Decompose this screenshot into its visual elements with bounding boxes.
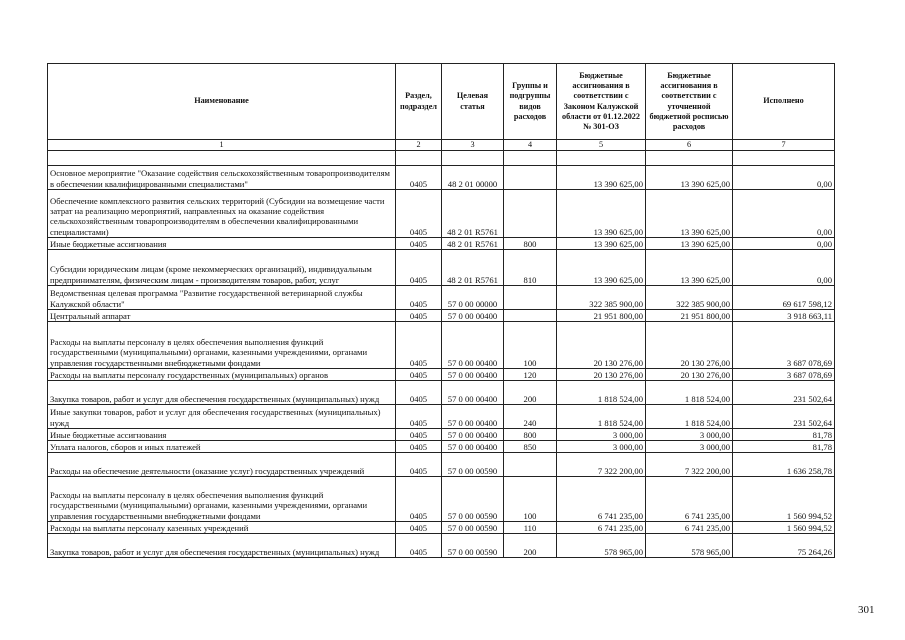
row-name-cell: Закупка товаров, работ и услуг для обеспечения государственных (муниципальных) нужд — [48, 381, 396, 405]
table-row — [48, 522, 835, 534]
row-group-cell: 200 — [504, 381, 557, 405]
row-section-cell: 0405 — [396, 322, 442, 369]
row-executed-amount-cell: 81,78 — [733, 441, 835, 453]
row-name-cell: Расходы на обеспечение деятельности (оказание услуг) государственных учреждений — [48, 453, 396, 477]
table-row — [48, 310, 835, 322]
header-law: Бюджетные ассигнования в соответствии с Законом Калужской области от 01.12.2022 № 301-ОЗ — [557, 64, 646, 140]
row-refined-amount-cell: 20 130 276,00 — [646, 369, 733, 381]
row-section-cell: 0405 — [396, 477, 442, 522]
table-row — [48, 441, 835, 453]
row-section-cell: 0405 — [396, 369, 442, 381]
row-section-cell: 0405 — [396, 429, 442, 441]
header-executed: Исполнено — [733, 64, 835, 140]
row-executed-amount-cell: 0,00 — [733, 190, 835, 238]
row-name-cell: Обеспечение комплексного развития сельских территорий (Субсидии на возмещение части затрат на реализацию мероприятий, направленных на оказание содействия сельскохозяйственным товаропроизводителям в обеспечении квалифицированными специалистами) — [48, 190, 396, 238]
table-row — [48, 429, 835, 441]
row-section-cell: 0405 — [396, 238, 442, 250]
row-group-cell — [504, 453, 557, 477]
row-group-cell — [504, 166, 557, 190]
row-law-amount-cell: 3 000,00 — [557, 429, 646, 441]
row-target-cell: 48 2 01 00000 — [442, 166, 504, 190]
row-group-cell: 810 — [504, 250, 557, 286]
table-row — [48, 322, 835, 369]
row-law-amount-cell: 6 741 235,00 — [557, 522, 646, 534]
row-executed-amount-cell: 0,00 — [733, 166, 835, 190]
row-executed-amount-cell: 3 687 078,69 — [733, 322, 835, 369]
row-law-amount-cell: 1 818 524,00 — [557, 381, 646, 405]
col-number: 6 — [646, 140, 733, 151]
row-refined-amount-cell: 20 130 276,00 — [646, 322, 733, 369]
row-name-cell: Иные закупки товаров, работ и услуг для обеспечения государственных (муниципальных) нужд — [48, 405, 396, 429]
col-number: 1 — [48, 140, 396, 151]
row-group-cell: 110 — [504, 522, 557, 534]
row-section-cell: 0405 — [396, 190, 442, 238]
row-refined-amount-cell: 322 385 900,00 — [646, 286, 733, 310]
row-group-cell — [504, 310, 557, 322]
row-executed-amount-cell: 1 636 258,78 — [733, 453, 835, 477]
budget-execution-table — [47, 63, 835, 558]
row-executed-amount-cell: 231 502,64 — [733, 381, 835, 405]
row-group-cell — [504, 286, 557, 310]
row-name-cell: Расходы на выплаты персоналу в целях обеспечения выполнения функций государственными (муниципальными) органами, казенными учреждениями, органами управления государственными внебюджетными фондами — [48, 477, 396, 522]
row-executed-amount-cell: 3 918 663,11 — [733, 310, 835, 322]
row-target-cell: 57 0 00 00590 — [442, 522, 504, 534]
row-section-cell: 0405 — [396, 381, 442, 405]
row-refined-amount-cell: 6 741 235,00 — [646, 522, 733, 534]
table-row — [48, 166, 835, 190]
row-name-cell: Расходы на выплаты персоналу государственных (муниципальных) органов — [48, 369, 396, 381]
row-name-cell: Субсидии юридическим лицам (кроме некоммерческих организаций), индивидуальным предпринимателям, физическим лицам - производителям товаров, работ, услуг — [48, 250, 396, 286]
header-refined: Бюджетные ассигнования в соответствии с уточненной бюджетной росписью расходов — [646, 64, 733, 140]
row-section-cell: 0405 — [396, 405, 442, 429]
row-name-cell: Расходы на выплаты персоналу в целях обеспечения выполнения функций государственными (муниципальными) органами, казенными учреждениями, органами управления государственными внебюджетными фондами — [48, 322, 396, 369]
row-law-amount-cell: 7 322 200,00 — [557, 453, 646, 477]
row-law-amount-cell: 1 818 524,00 — [557, 405, 646, 429]
row-refined-amount-cell: 13 390 625,00 — [646, 166, 733, 190]
header-group: Группы и подгруппы видов расходов — [504, 64, 557, 140]
col-number: 7 — [733, 140, 835, 151]
row-name-cell: Закупка товаров, работ и услуг для обеспечения государственных (муниципальных) нужд — [48, 534, 396, 558]
row-law-amount-cell: 21 951 800,00 — [557, 310, 646, 322]
row-group-cell: 800 — [504, 429, 557, 441]
row-executed-amount-cell: 1 560 994,52 — [733, 477, 835, 522]
header-name: Наименование — [48, 64, 396, 140]
row-name-cell: Основное мероприятие "Оказание содействия сельскохозяйственным товаропроизводителям в обеспечении квалифицированными специалистами" — [48, 166, 396, 190]
table-row — [48, 250, 835, 286]
row-name-cell: Ведомственная целевая программа "Развитие государственной ветеринарной службы Калужской области" — [48, 286, 396, 310]
row-refined-amount-cell: 1 818 524,00 — [646, 405, 733, 429]
row-target-cell: 57 0 00 00400 — [442, 441, 504, 453]
row-executed-amount-cell: 81,78 — [733, 429, 835, 441]
table-row — [48, 190, 835, 238]
row-refined-amount-cell: 6 741 235,00 — [646, 477, 733, 522]
row-executed-amount-cell: 75 264,26 — [733, 534, 835, 558]
col-number: 5 — [557, 140, 646, 151]
row-group-cell: 100 — [504, 477, 557, 522]
row-refined-amount-cell: 578 965,00 — [646, 534, 733, 558]
row-law-amount-cell: 578 965,00 — [557, 534, 646, 558]
table-row — [48, 369, 835, 381]
table-row — [48, 453, 835, 477]
table-row — [48, 286, 835, 310]
row-refined-amount-cell: 3 000,00 — [646, 441, 733, 453]
row-name-cell: Центральный аппарат — [48, 310, 396, 322]
row-target-cell: 57 0 00 00590 — [442, 534, 504, 558]
row-group-cell: 850 — [504, 441, 557, 453]
row-refined-amount-cell: 13 390 625,00 — [646, 190, 733, 238]
col-number: 2 — [396, 140, 442, 151]
row-executed-amount-cell: 1 560 994,52 — [733, 522, 835, 534]
table-row — [48, 534, 835, 558]
row-name-cell: Иные бюджетные ассигнования — [48, 238, 396, 250]
row-target-cell: 57 0 00 00400 — [442, 369, 504, 381]
row-law-amount-cell: 3 000,00 — [557, 441, 646, 453]
col-number: 4 — [504, 140, 557, 151]
row-target-cell: 57 0 00 00400 — [442, 322, 504, 369]
row-section-cell: 0405 — [396, 166, 442, 190]
row-section-cell: 0405 — [396, 286, 442, 310]
header-row — [48, 64, 835, 140]
row-law-amount-cell: 322 385 900,00 — [557, 286, 646, 310]
row-executed-amount-cell: 3 687 078,69 — [733, 369, 835, 381]
row-executed-amount-cell: 0,00 — [733, 250, 835, 286]
header-section: Раздел, подраздел — [396, 64, 442, 140]
row-target-cell: 48 2 01 R5761 — [442, 238, 504, 250]
row-refined-amount-cell: 1 818 524,00 — [646, 381, 733, 405]
row-name-cell: Уплата налогов, сборов и иных платежей — [48, 441, 396, 453]
row-target-cell: 57 0 00 00000 — [442, 286, 504, 310]
column-number-row — [48, 140, 835, 151]
table-row — [48, 477, 835, 522]
row-refined-amount-cell: 7 322 200,00 — [646, 453, 733, 477]
row-law-amount-cell: 13 390 625,00 — [557, 238, 646, 250]
row-law-amount-cell: 13 390 625,00 — [557, 166, 646, 190]
table-row — [48, 381, 835, 405]
table-row — [48, 405, 835, 429]
row-target-cell: 57 0 00 00400 — [442, 405, 504, 429]
row-name-cell: Расходы на выплаты персоналу казенных учреждений — [48, 522, 396, 534]
row-refined-amount-cell: 3 000,00 — [646, 429, 733, 441]
row-target-cell: 57 0 00 00400 — [442, 429, 504, 441]
row-target-cell: 57 0 00 00400 — [442, 310, 504, 322]
row-section-cell: 0405 — [396, 453, 442, 477]
row-target-cell: 48 2 01 R5761 — [442, 190, 504, 238]
row-refined-amount-cell: 13 390 625,00 — [646, 238, 733, 250]
row-law-amount-cell: 13 390 625,00 — [557, 190, 646, 238]
row-law-amount-cell: 6 741 235,00 — [557, 477, 646, 522]
row-law-amount-cell: 13 390 625,00 — [557, 250, 646, 286]
row-group-cell: 800 — [504, 238, 557, 250]
row-executed-amount-cell: 231 502,64 — [733, 405, 835, 429]
row-executed-amount-cell: 0,00 — [733, 238, 835, 250]
row-target-cell: 57 0 00 00590 — [442, 477, 504, 522]
table-row — [48, 238, 835, 250]
page-number: 301 — [858, 604, 875, 616]
row-group-cell: 120 — [504, 369, 557, 381]
row-section-cell: 0405 — [396, 534, 442, 558]
row-refined-amount-cell: 13 390 625,00 — [646, 250, 733, 286]
row-section-cell: 0405 — [396, 310, 442, 322]
row-group-cell: 100 — [504, 322, 557, 369]
row-section-cell: 0405 — [396, 250, 442, 286]
row-law-amount-cell: 20 130 276,00 — [557, 322, 646, 369]
row-section-cell: 0405 — [396, 441, 442, 453]
row-target-cell: 48 2 01 R5761 — [442, 250, 504, 286]
row-section-cell: 0405 — [396, 522, 442, 534]
col-number: 3 — [442, 140, 504, 151]
row-refined-amount-cell: 21 951 800,00 — [646, 310, 733, 322]
spacer-row — [48, 151, 835, 166]
row-target-cell: 57 0 00 00400 — [442, 381, 504, 405]
row-group-cell: 200 — [504, 534, 557, 558]
row-law-amount-cell: 20 130 276,00 — [557, 369, 646, 381]
header-target: Целевая статья — [442, 64, 504, 140]
row-executed-amount-cell: 69 617 598,12 — [733, 286, 835, 310]
row-name-cell: Иные бюджетные ассигнования — [48, 429, 396, 441]
row-group-cell: 240 — [504, 405, 557, 429]
row-target-cell: 57 0 00 00590 — [442, 453, 504, 477]
row-group-cell — [504, 190, 557, 238]
